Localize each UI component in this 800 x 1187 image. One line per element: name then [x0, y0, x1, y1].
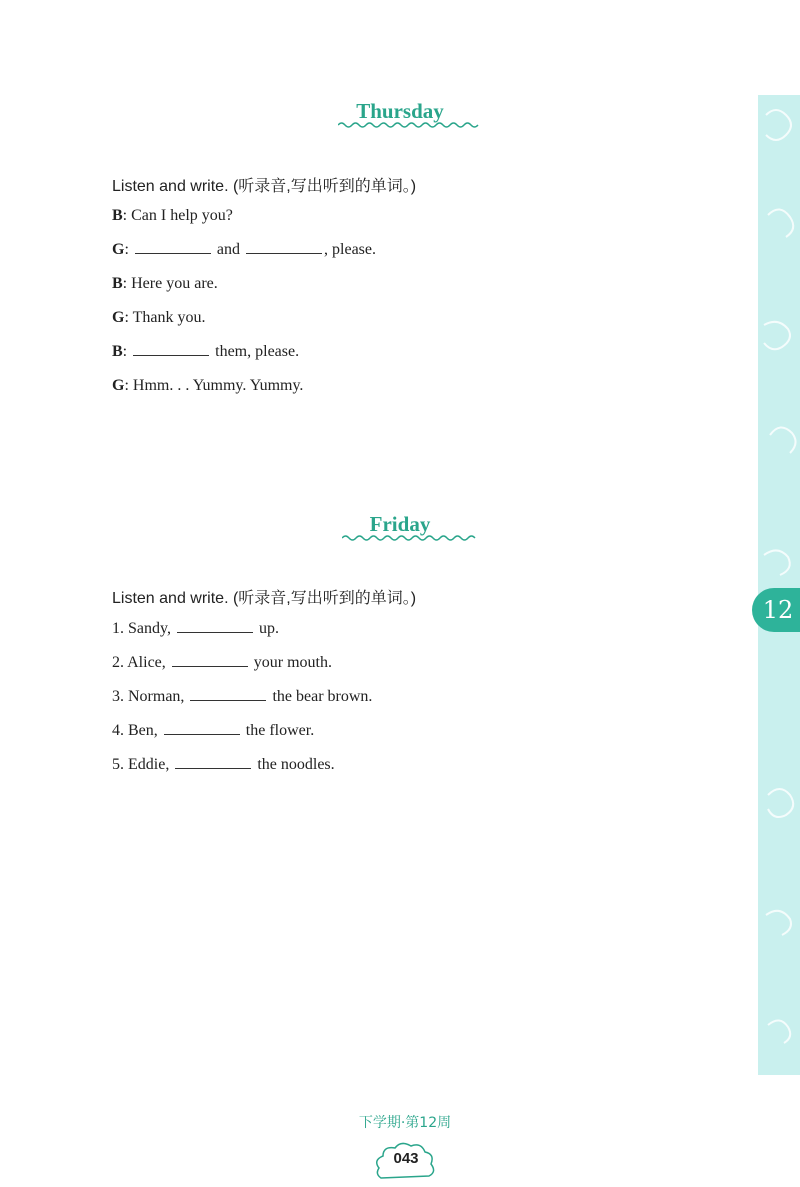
title-underline-wave — [338, 121, 480, 129]
dialogue-line: B: them, please. — [112, 343, 300, 360]
exercise-item: 2. Alice, your mouth. — [112, 654, 332, 671]
exercise-item: 3. Norman, the bear brown. — [112, 688, 373, 705]
answer-blank[interactable] — [246, 241, 322, 254]
page-number: 043 — [393, 1150, 419, 1167]
answer-blank[interactable] — [177, 620, 253, 633]
answer-blank[interactable] — [190, 688, 266, 701]
dialogue-line: G: Hmm. . . Yummy. Yummy. — [112, 377, 304, 394]
footer-week-label: 下学期·第12周 — [358, 1115, 452, 1131]
exercise-item: 1. Sandy, up. — [112, 620, 279, 637]
answer-blank[interactable] — [175, 756, 251, 769]
instruction-friday: Listen and write. (听录音,写出听到的单词。) — [112, 590, 417, 607]
side-decoration-strip — [758, 95, 800, 1075]
answer-blank[interactable] — [135, 241, 211, 254]
dialogue-line: G: Thank you. — [112, 309, 206, 326]
week-tab: 12 — [752, 588, 800, 632]
exercise-item: 4. Ben, the flower. — [112, 722, 315, 739]
exercise-item: 5. Eddie, the noodles. — [112, 756, 335, 773]
answer-blank[interactable] — [172, 654, 248, 667]
dialogue-line: B: Can I help you? — [112, 207, 233, 224]
dialogue-line: B: Here you are. — [112, 275, 218, 292]
dialogue-line: G: and , please. — [112, 241, 376, 258]
section-title-friday: Friday — [369, 512, 431, 536]
title-underline-wave — [342, 534, 476, 542]
instruction-thursday: Listen and write. (听录音,写出听到的单词。) — [112, 178, 417, 195]
section-title-thursday: Thursday — [356, 99, 444, 123]
answer-blank[interactable] — [133, 343, 209, 356]
answer-blank[interactable] — [164, 722, 240, 735]
